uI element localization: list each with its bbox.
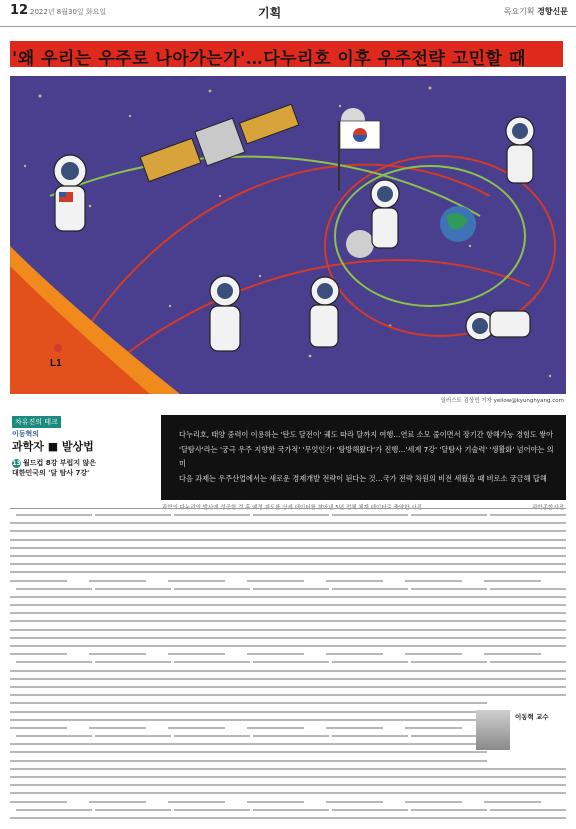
text-line [89,522,171,524]
text-line [326,547,408,549]
text-line [174,514,250,516]
divider [10,508,566,509]
author-name: 이동혁 교수 [515,713,549,721]
text-line [411,809,487,811]
text-line [253,514,329,516]
text-line [332,661,408,663]
text-line [89,784,171,786]
text-line [484,670,566,672]
text-line [326,768,408,770]
text-line [484,547,566,549]
text-line [247,522,329,524]
text-line [95,514,171,516]
text-line [10,620,92,622]
text-line [89,727,146,729]
text-line [484,686,566,688]
text-line [168,743,250,745]
author-photo [476,710,510,750]
text-line [89,817,171,819]
text-line [89,801,146,803]
text-line [247,817,329,819]
summary-text [179,428,557,486]
text-line [484,620,566,622]
text-line [16,588,92,590]
text-line [168,694,250,696]
text-line [95,735,171,737]
text-line [253,588,329,590]
text-line [247,686,329,688]
text-line [89,563,171,565]
text-line [484,694,566,696]
text-line [484,604,566,606]
article-column [405,514,487,826]
text-line [405,817,487,819]
text-line [168,612,250,614]
photo-source: 과학종합사진 [532,505,564,511]
text-line [89,751,171,753]
text-line [247,596,329,598]
text-line [247,751,329,753]
text-line [89,768,171,770]
text-line [405,694,487,696]
text-line [484,801,541,803]
photo-caption: 과학의 다누리의 발사에 성공한 것 후 예정 궤도를 상세 데이터를 찾아낸 5년 전체 체계 데이터로 축약한 사진. [162,505,424,511]
text-line [490,809,566,811]
text-line [10,670,92,672]
text-line [326,817,408,819]
text-line [484,563,566,565]
text-line [247,555,329,557]
text-line [89,760,171,762]
text-line [174,661,250,663]
text-line [10,760,92,762]
text-line [89,629,171,631]
text-line [405,653,462,655]
text-line [326,702,408,704]
text-line [89,539,171,541]
text-line [326,727,383,729]
text-line [10,539,92,541]
text-line [168,768,250,770]
text-line [16,514,92,516]
text-line [247,743,329,745]
text-line [247,563,329,565]
text-line [247,530,329,532]
text-line [10,719,92,721]
text-line [10,711,92,713]
text-line [326,563,408,565]
text-line [168,604,250,606]
l1-label: L1 [50,358,62,369]
text-line [405,686,487,688]
text-line [484,776,566,778]
text-line [168,629,250,631]
text-line [89,604,171,606]
text-line [16,735,92,737]
text-line [247,784,329,786]
text-line [326,604,408,606]
text-line [326,801,383,803]
text-line [247,571,329,573]
text-line [326,530,408,532]
text-line [10,596,92,598]
text-line [168,686,250,688]
text-line [405,792,487,794]
paper-brand: 경향신문 [537,7,568,16]
text-line [490,514,566,516]
text-line [484,768,566,770]
text-line [326,784,408,786]
text-line [326,555,408,557]
text-line [10,743,92,745]
text-line [247,539,329,541]
text-line [89,670,171,672]
text-line [490,588,566,590]
text-line [247,620,329,622]
item-text-2: 대한민국의 '달 탐사 7강' [12,469,90,477]
article-column [10,514,92,826]
text-line [247,580,304,582]
text-line [405,604,487,606]
text-line [411,661,487,663]
text-line [168,670,250,672]
text-line [326,776,408,778]
text-line [10,694,92,696]
text-line [89,776,171,778]
text-line [10,522,92,524]
article-body [10,514,566,826]
text-line [89,571,171,573]
text-line [326,596,408,598]
text-line [174,735,250,737]
text-line [89,686,171,688]
text-line [247,768,329,770]
text-line [168,580,225,582]
text-line [326,539,408,541]
text-line [332,809,408,811]
text-line [10,768,92,770]
text-line [89,596,171,598]
text-line [89,653,146,655]
text-line [411,588,487,590]
headline: '왜 우리는 우주로 나아가는가'…다누리호 이후 우주전략 고민할 때 [12,49,526,69]
text-line [326,620,408,622]
text-line [89,530,171,532]
text-line [89,694,171,696]
text-line [247,629,329,631]
article-column [326,514,408,826]
text-line [174,809,250,811]
text-line [89,580,146,582]
text-line [95,809,171,811]
text-line [168,702,250,704]
page-header [0,0,576,27]
text-line [326,645,408,647]
text-line [168,760,250,762]
series-item [12,458,96,478]
text-line [95,661,171,663]
text-line [10,686,92,688]
text-line [168,522,250,524]
issue-date: 2022년 8월30일 화요일 [30,8,107,16]
text-line [10,751,92,753]
text-line [247,719,329,721]
series-author: 이동혁의 [12,430,40,438]
text-line [405,547,487,549]
text-line [326,719,408,721]
text-line [490,661,566,663]
text-line [247,612,329,614]
text-line [89,702,171,704]
text-line [95,588,171,590]
text-line [10,563,92,565]
text-line [168,711,250,713]
text-line [168,719,250,721]
text-line [247,702,329,704]
text-line [405,768,487,770]
text-line [10,702,92,704]
text-line [174,588,250,590]
text-line [247,711,329,713]
text-line [10,801,67,803]
text-line [405,563,487,565]
text-line [168,539,250,541]
text-line [10,653,67,655]
text-line [10,776,92,778]
text-line [326,653,383,655]
item-text-1: 월드컵 8강 부럽지 않은 [23,459,97,467]
text-line [10,547,92,549]
text-line [168,555,250,557]
text-line [405,727,462,729]
text-line [168,620,250,622]
text-line [253,661,329,663]
text-line [405,522,487,524]
text-line [326,711,408,713]
text-line [405,612,487,614]
text-line [326,580,383,582]
text-line [326,522,408,524]
text-line [168,530,250,532]
text-line [326,686,408,688]
text-line [332,588,408,590]
text-line [405,678,487,680]
text-line [247,547,329,549]
text-line [326,743,408,745]
text-line [405,776,487,778]
text-line [484,555,566,557]
text-line [10,727,67,729]
text-line [405,784,487,786]
text-line [405,620,487,622]
text-line [168,571,250,573]
text-line [168,637,250,639]
text-line [89,637,171,639]
text-line [253,809,329,811]
text-line [326,694,408,696]
text-line [326,629,408,631]
text-line [326,751,408,753]
page-number: 12 [10,3,29,18]
text-line [247,694,329,696]
text-line [484,678,566,680]
text-line [168,596,250,598]
summary-line: 다누리호, 태양 중력이 이용하는 '탄도 달전이' 궤도 따라 달까지 여행…연료 소모 줄이면서 장기간 항해가능 경험도 쌓아 [179,430,554,439]
text-line [168,792,250,794]
item-number: 13 [12,460,21,467]
text-line [405,670,487,672]
text-line [10,629,92,631]
text-line [89,612,171,614]
text-line [326,670,408,672]
text-line [484,784,566,786]
text-line [168,801,225,803]
text-line [326,792,408,794]
text-line [326,760,408,762]
article-column [247,514,329,826]
space-illustration [10,76,566,394]
text-line [247,678,329,680]
summary-line: 다음 과제는 우주산업에서는 새로운 경제개발 전략이 된다는 것…국가 전략 차원의 비전 세웠을 때 비로소 궁금해 답해 [179,473,547,483]
text-line [168,817,250,819]
text-line [89,555,171,557]
text-line [89,547,171,549]
text-line [168,678,250,680]
text-line [484,596,566,598]
text-line [168,727,225,729]
text-line [10,530,92,532]
text-line [10,571,92,573]
text-line [405,539,487,541]
newspaper-name [504,6,568,17]
section-title: 기획 [258,6,282,20]
text-line [405,637,487,639]
illustration-credit: 일러스트 김상민 기자 yellow@kyunghyang.com [440,398,564,404]
text-line [253,735,329,737]
text-line [10,604,92,606]
text-line [89,719,171,721]
text-line [16,661,92,663]
text-line [89,792,171,794]
text-line [484,792,566,794]
text-line [89,645,171,647]
text-line [326,678,408,680]
text-line [89,678,171,680]
text-line [405,760,487,762]
text-line [484,612,566,614]
text-line [405,530,487,532]
text-line [247,670,329,672]
text-line [484,653,541,655]
text-line [10,817,92,819]
text-line [484,530,566,532]
text-line [326,637,408,639]
text-line [484,571,566,573]
text-line [168,776,250,778]
text-line [168,547,250,549]
text-line [247,645,329,647]
text-line [484,539,566,541]
summary-line: '달탐사'라는 '궁극 우주 지향한 국가적' '무엇인가' '탐방해왔다'가 진행…'세계 7강' '달탐사 기술력' '생활화' 넘어야는 의미 [179,444,554,468]
text-line [10,555,92,557]
text-line [484,817,566,819]
text-line [326,571,408,573]
text-line [405,711,487,713]
text-line [16,809,92,811]
text-line [10,792,92,794]
text-line [247,760,329,762]
text-line [405,801,462,803]
text-line [405,751,487,753]
text-line [10,678,92,680]
text-line [89,620,171,622]
text-line [168,653,225,655]
text-line [405,580,462,582]
text-line [484,645,566,647]
text-line [247,604,329,606]
text-line [10,580,67,582]
series-title: 과학자 ■ 발상법 [12,440,94,453]
text-line [10,637,92,639]
text-line [405,702,487,704]
text-line [484,522,566,524]
text-line [247,801,304,803]
text-line [405,719,487,721]
text-line [484,637,566,639]
text-line [405,555,487,557]
text-line [405,645,487,647]
text-line [168,563,250,565]
text-line [10,784,92,786]
text-line [405,571,487,573]
text-line [326,612,408,614]
text-line [247,727,304,729]
text-line [10,645,92,647]
text-line [247,653,304,655]
text-line [89,743,171,745]
article-column [484,514,566,826]
text-line [405,596,487,598]
series-tag: 차유진의 테크 [12,416,61,428]
article-column [89,514,171,826]
article-column [168,514,250,826]
text-line [405,743,487,745]
text-line [332,514,408,516]
text-line [405,629,487,631]
text-line [247,637,329,639]
text-line [89,711,171,713]
text-line [484,580,541,582]
text-line [484,629,566,631]
paper-prefix: 목요기획 [503,7,535,16]
text-line [247,792,329,794]
text-line [168,645,250,647]
text-line [332,735,408,737]
text-line [247,776,329,778]
text-line [168,751,250,753]
text-line [411,514,487,516]
text-line [168,784,250,786]
text-line [10,612,92,614]
